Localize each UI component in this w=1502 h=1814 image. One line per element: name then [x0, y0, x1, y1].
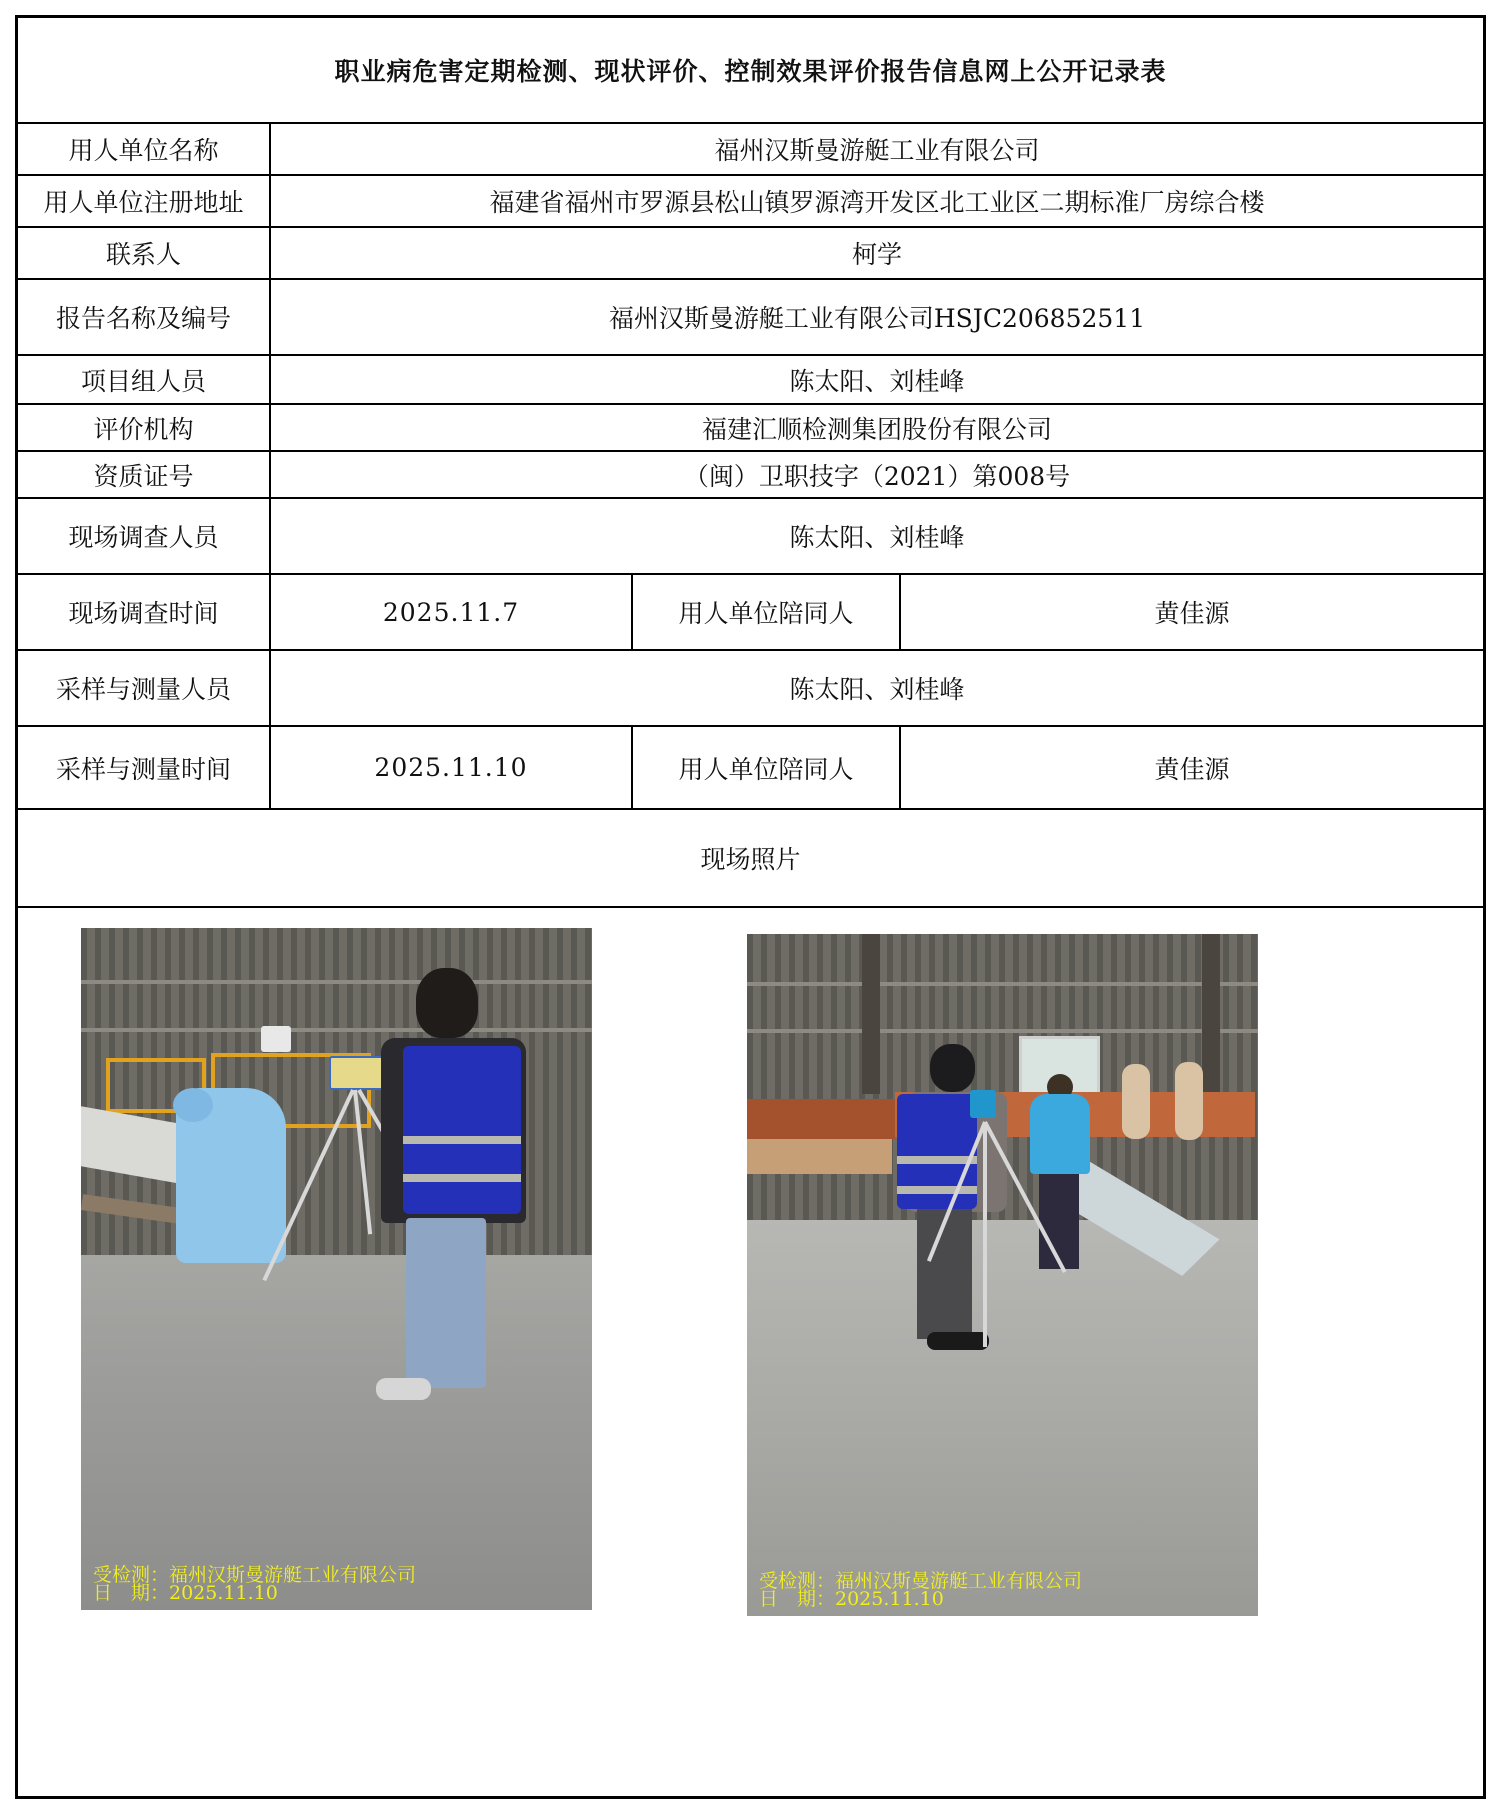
label-contact: 联系人 [18, 227, 270, 279]
wall-beam [81, 980, 592, 984]
inspector-vest [403, 1046, 521, 1214]
plywood-sheet [747, 1139, 892, 1174]
dust-collector [1175, 1062, 1203, 1140]
value-sampling-time: 2025.11.10 [270, 726, 632, 809]
steel-column [1202, 934, 1220, 1094]
value-report-name-no: 福州汉斯曼游艇工业有限公司HSJC206852511 [270, 279, 1483, 355]
label-qualification-no: 资质证号 [18, 451, 270, 498]
value-survey-staff: 陈太阳、刘桂峰 [270, 498, 1483, 574]
label-report-name-no: 报告名称及编号 [18, 279, 270, 355]
label-sampling-time: 采样与测量时间 [18, 726, 270, 809]
inspector-vest [897, 1094, 977, 1209]
worker-hood [173, 1088, 213, 1122]
page-title: 职业病危害定期检测、现状评价、控制效果评价报告信息网上公开记录表 [18, 18, 1483, 123]
label-evaluation-org: 评价机构 [18, 404, 270, 451]
label-employer-address: 用人单位注册地址 [18, 175, 270, 227]
label-sampling-companion: 用人单位陪同人 [632, 726, 900, 809]
photo-area [18, 908, 1483, 1801]
steel-column [862, 934, 880, 1094]
inspector-shoe [376, 1378, 431, 1400]
label-survey-companion: 用人单位陪同人 [632, 574, 900, 650]
site-photo-1 [81, 928, 592, 1610]
white-bucket [261, 1026, 291, 1052]
concrete-floor [81, 1255, 592, 1610]
value-survey-time: 2025.11.7 [270, 574, 632, 650]
value-contact: 柯学 [270, 227, 1483, 279]
worker-pants [1039, 1174, 1079, 1269]
label-employer-name: 用人单位名称 [18, 123, 270, 175]
value-sampling-staff: 陈太阳、刘桂峰 [270, 650, 1483, 726]
inspector-head [930, 1044, 975, 1092]
inspector-shoe [927, 1332, 989, 1350]
label-survey-staff: 现场调查人员 [18, 498, 270, 574]
photo-1-caption: 受检测：福州汉斯曼游艇工业有限公司 日 期：2025.11.10 [93, 1564, 417, 1604]
wall-beam [81, 1028, 592, 1032]
tripod-leg [983, 1122, 987, 1347]
value-survey-companion: 黄佳源 [900, 574, 1483, 650]
sampling-instrument [970, 1090, 996, 1118]
value-qualification-no: （闽）卫职技字（2021）第008号 [270, 451, 1483, 498]
label-project-members: 项目组人员 [18, 355, 270, 404]
label-site-photos: 现场照片 [18, 809, 1483, 907]
label-survey-time: 现场调查时间 [18, 574, 270, 650]
record-table [18, 18, 1483, 908]
inspector-head [416, 968, 478, 1038]
value-evaluation-org: 福建汇顺检测集团股份有限公司 [270, 404, 1483, 451]
wall-beam [747, 982, 1258, 986]
sampling-instrument [329, 1056, 385, 1090]
value-project-members: 陈太阳、刘桂峰 [270, 355, 1483, 404]
dust-collector [1122, 1064, 1150, 1139]
value-employer-name: 福州汉斯曼游艇工业有限公司 [270, 123, 1483, 175]
wall-beam [747, 1029, 1258, 1033]
worker-cyan-jacket [1030, 1094, 1090, 1174]
value-sampling-companion: 黄佳源 [900, 726, 1483, 809]
photo-2-caption: 受检测：福州汉斯曼游艇工业有限公司 日 期：2025.11.10 [759, 1570, 1083, 1610]
site-photo-2 [747, 934, 1258, 1616]
concrete-floor [747, 1220, 1258, 1616]
label-sampling-staff: 采样与测量人员 [18, 650, 270, 726]
wood-stack [747, 1099, 895, 1139]
record-sheet [15, 15, 1486, 1799]
inspector-jeans [406, 1218, 486, 1388]
value-employer-address: 福建省福州市罗源县松山镇罗源湾开发区北工业区二期标准厂房综合楼 [270, 175, 1483, 227]
inspector-pants [917, 1209, 972, 1339]
